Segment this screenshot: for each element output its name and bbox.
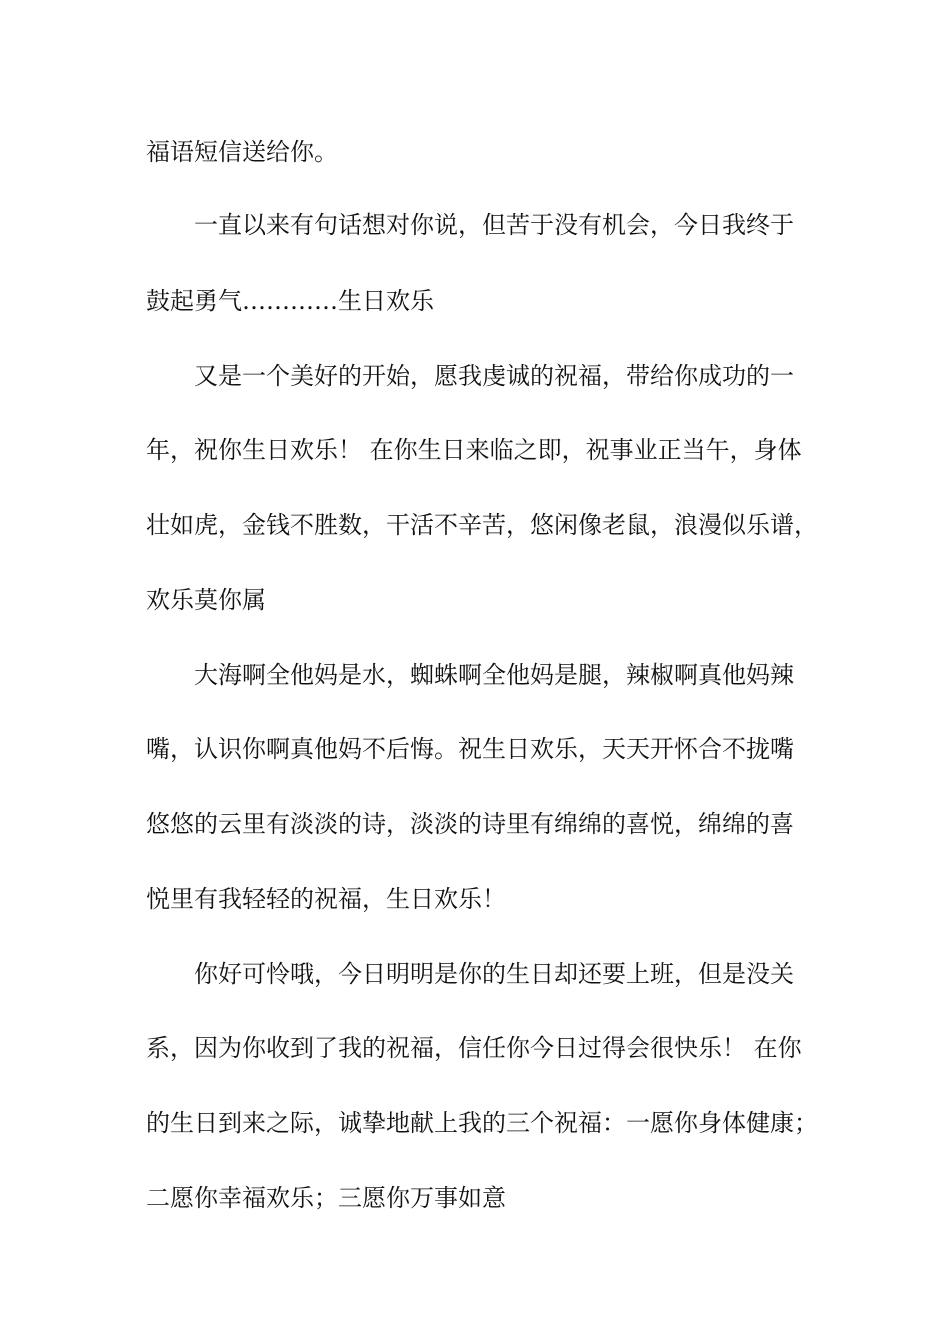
text-line: 你好可怜哦，今日明明是你的生日却还要上班，但是没关 — [194, 960, 794, 988]
text-line: 二愿你幸福欢乐；三愿你万事如意 — [146, 1184, 506, 1212]
text-line: 福语短信送给你。 — [146, 138, 338, 166]
text-line: 又是一个美好的开始，愿我虔诚的祝福，带给你成功的一 — [194, 362, 794, 390]
text-line: 悦里有我轻轻的祝福，生日欢乐！ — [146, 885, 506, 913]
text-line: 悠悠的云里有淡淡的诗，淡淡的诗里有绵绵的喜悦，绵绵的喜 — [146, 810, 794, 838]
text-line: 嘴，认识你啊真他妈不后悔。祝生日欢乐，天天开怀合不拢嘴 — [146, 735, 794, 763]
text-line: 欢乐莫你属 — [146, 586, 266, 614]
text-line: 年，祝你生日欢乐！ 在你生日来临之即，祝事业正当午，身体 — [146, 436, 802, 464]
text-line: 的生日到来之际，诚挚地献上我的三个祝福：一愿你身体健康； — [146, 1109, 818, 1137]
text-line: 一直以来有句话想对你说，但苦于没有机会，今日我终于 — [194, 211, 794, 239]
text-line: 壮如虎，金钱不胜数，干活不辛苦，悠闲像老鼠，浪漫似乐谱， — [146, 511, 818, 539]
text-line: 系，因为你收到了我的祝福，信任你今日过得会很快乐！ 在你 — [146, 1034, 802, 1062]
text-line: 鼓起勇气…………生日欢乐 — [146, 287, 434, 315]
text-line: 大海啊全他妈是水，蜘蛛啊全他妈是腿，辣椒啊真他妈辣 — [194, 661, 794, 689]
